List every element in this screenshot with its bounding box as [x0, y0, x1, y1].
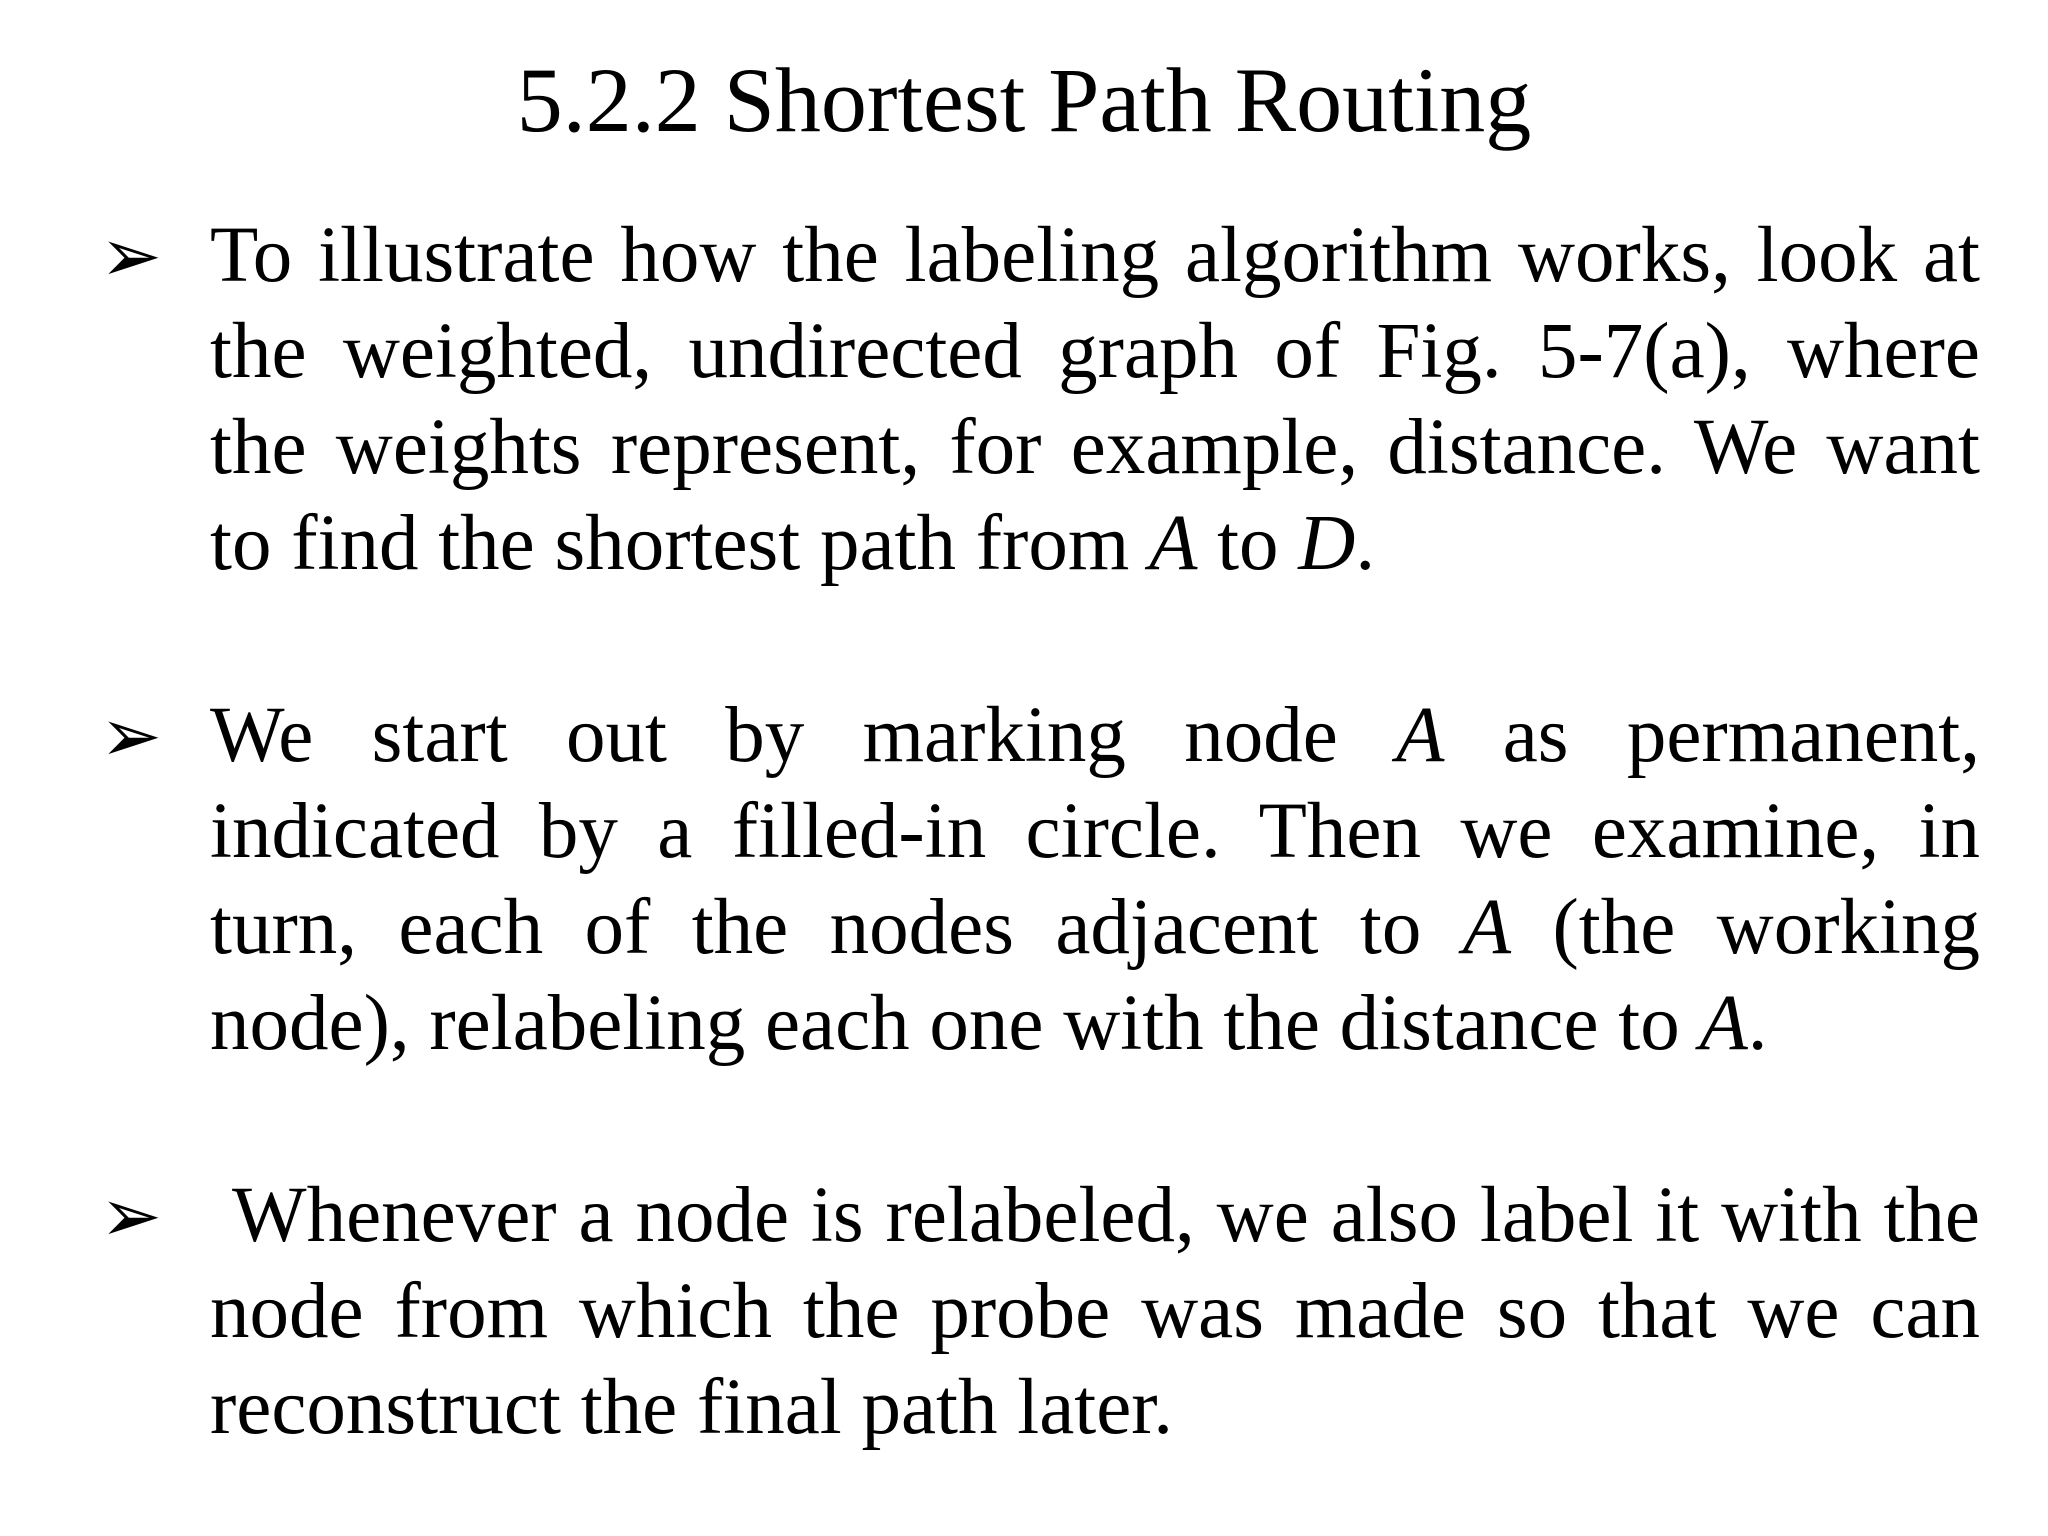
text-run: to [1197, 500, 1299, 587]
node-label: D [1298, 500, 1356, 587]
arrowhead-bullet-icon: ➢ [100, 1173, 163, 1259]
arrowhead-bullet-icon: ➢ [100, 213, 163, 299]
text-run: (the working node), relabeling each one with the distance to [210, 884, 1980, 1067]
arrowhead-bullet-icon: ➢ [100, 693, 163, 779]
text-run: . [1355, 500, 1376, 587]
slide-title: 5.2.2 Shortest Path Routing [516, 49, 1532, 151]
node-label: A [1149, 500, 1198, 587]
text-run: We start out by marking node [210, 692, 1397, 779]
bullet-text [210, 208, 1980, 592]
bullet-text [210, 1168, 1980, 1456]
node-label: A [1699, 980, 1748, 1067]
bullet-text [210, 688, 1980, 1072]
text-run: To illustrate how the labeling algorithm works, look at the weighted, undirected graph of Fig. 5-7(a), where the weights represent, for example, distance. We want to find the shortest path from [210, 212, 1980, 587]
text-run: as permanent, indicated by a filled-in circle. Then we examine, in turn, each of the nodes adjacent to [210, 692, 1980, 971]
node-label: A [1462, 884, 1512, 971]
text-run: Whenever a node is relabeled, we also label it with the node from which the probe was made so that we can reconstruct the final path later. [210, 1172, 1980, 1451]
text-run: . [1747, 980, 1768, 1067]
node-label: A [1396, 692, 1445, 779]
